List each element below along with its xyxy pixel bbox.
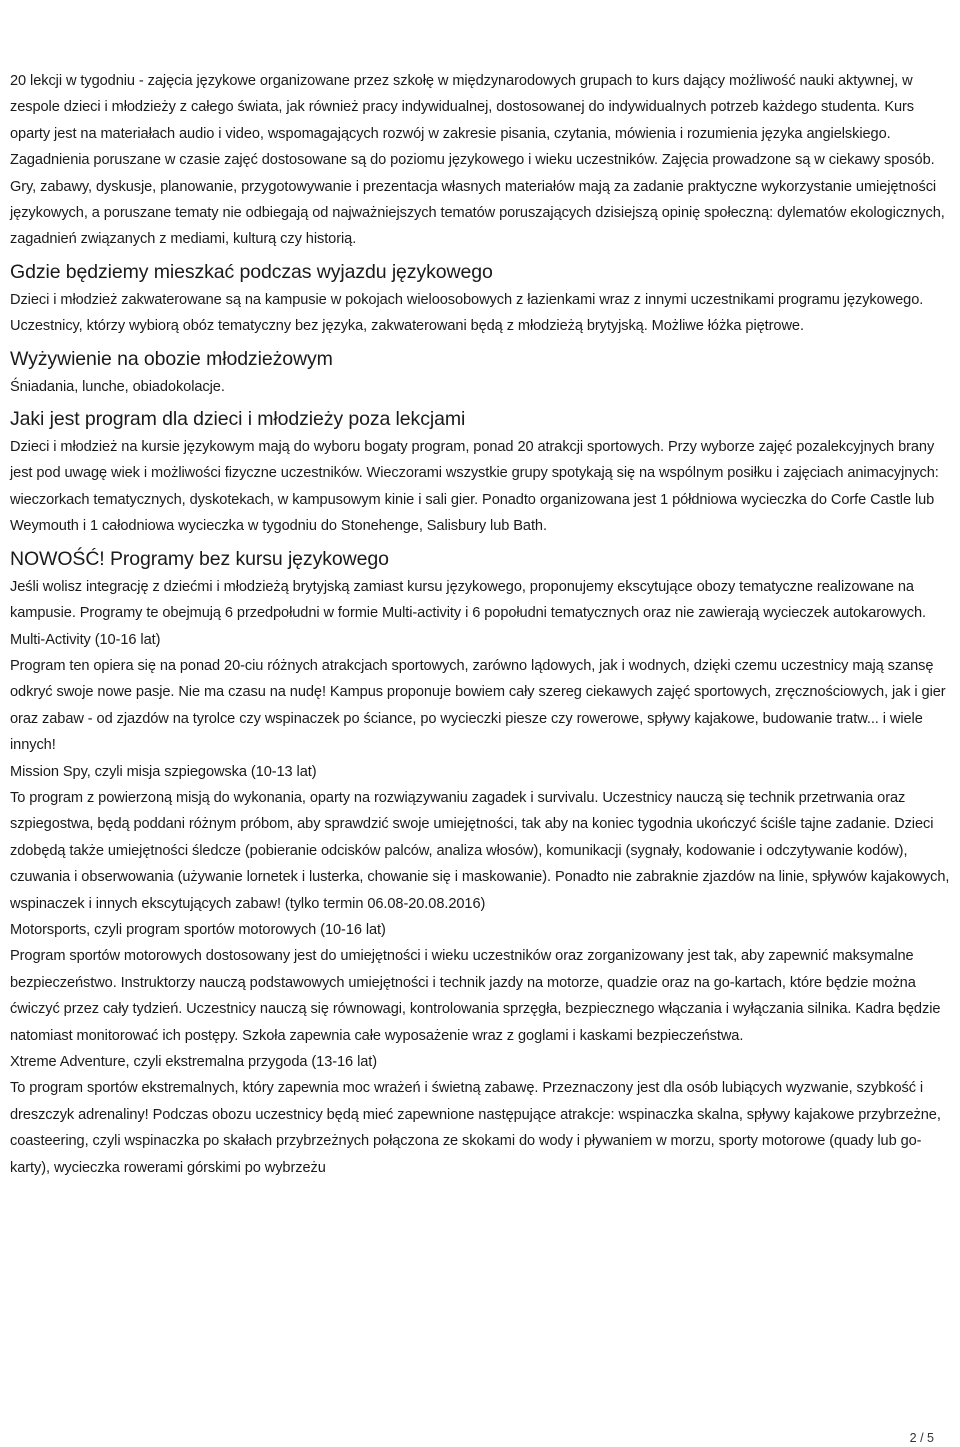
meals-paragraph: Śniadania, lunche, obiadokolacje.: [10, 378, 225, 395]
program-text-motorsports: Program sportów motorowych dostosowany jest do umiejętności i wieku uczestników oraz zorganizowany jest tak, aby zapewnić maksymalne bezpieczeństwo. Instruktorzy nauczą podstawowych umiejętności i technik jazdy na motorze, quadzie oraz na go-kartach, które będzie można ćwiczyć przez cały tydzień. Uczestnicy nauczą się równowagi, kontrolowania sprzęgła, bezpiecznego włączania i wyłączania silnika. Kadra będzie natomiast monitorować ich postępy. Szkoła zapewnia całe wyposażenie wraz z goglami i kaskami bezpieczeństwa.: [10, 948, 941, 1044]
program-title-multi-activity: Multi-Activity (10-16 lat): [10, 631, 161, 648]
accommodation-paragraph: Dzieci i młodzież zakwaterowane są na kampusie w pokojach wieloosobowych z łazienkami wraz z innymi uczestnikami programu językowego. Uczestnicy, którzy wybiorą obóz tematyczny bez języka, zakwaterowani będą z młodzieżą brytyjską. Możliwe łóżka piętrowe.: [10, 291, 924, 335]
document-body: [10, 68, 952, 1181]
heading-accommodation: Gdzie będziemy mieszkać podczas wyjazdu językowego: [10, 260, 493, 283]
page-number: 2 / 5: [909, 1431, 934, 1445]
intro-paragraph: 20 lekcji w tygodniu - zajęcia językowe organizowane przez szkołę w międzynarodowych grupach to kurs dający możliwość nauki aktywnej, w zespole dzieci i młodzieży z całego świata, jak również pracy indywidualnej, dostosowanej do indywidualnych potrzeb każdego studenta. Kurs oparty jest na materiałach audio i video, wspomagających rozwój w zakresie pisania, czytania, mówienia i rozumienia języka angielskiego. Zagadnienia poruszane w czasie zajęć dostosowane są do poziomu językowego i wieku uczestników. Zajęcia prowadzone są w ciekawy sposób. Gry, zabawy, dyskusje, planowanie, przygotowywanie i prezentacja własnych materiałów mają za zadanie praktyczne wykorzystanie umiejętności językowych, a poruszane tematy nie odbiegają od najważniejszych tematów poruszających dzisiejszą opinię społeczną: dylematów ekologicznych, zagadnień związanych z mediami, kulturą czy historią.: [10, 73, 945, 248]
heading-meals: Wyżywienie na obozie młodzieżowym: [10, 347, 333, 370]
program-text-mission-spy: To program z powierzoną misją do wykonania, oparty na rozwiązywaniu zagadek i survivalu. Uczestnicy nauczą się technik przetrwania oraz szpiegostwa, będą poddani różnym próbom, aby sprawdzić swoje umiejętności, tak aby na koniec tygodnia ukończyć ściśle tajne zadanie. Dzieci zdobędą także umiejętności śledcze (pobieranie odcisków palców, analiza włosów), komunikacji (sygnały, kodowanie i odczytywanie kodów), czuwania i obserwowania (używanie lornetek i lusterka, chowanie się i maskowanie). Ponadto nie zabraknie zjazdów na linie, spływów kajakowych, wspinaczek i innych ekscytujących zabaw! (tylko termin 06.08-20.08.2016): [10, 789, 950, 912]
activities-paragraph: Dzieci i młodzież na kursie językowym mają do wyboru bogaty program, ponad 20 atrakcji sportowych. Przy wyborze zajęć pozalekcyjnych brany jest pod uwagę wiek i możliwości fizyczne uczestników. Wieczorami wszystkie grupy spotykają się na wspólnym posiłku i zajęciach animacyjnych: wieczorkach tematycznych, dyskotekach, w kampusowym kinie i sali gier. Ponadto organizowana jest 1 półdniowa wycieczka do Corfe Castle lub Weymouth i 1 całodniowa wycieczka w tygodniu do Stonehenge, Salisbury lub Bath.: [10, 439, 939, 535]
program-text-xtreme-adventure: To program sportów ekstremalnych, który zapewnia moc wrażeń i świetną zabawę. Przeznaczony jest dla osób lubiących wyzwanie, szybkość i dreszczyk adrenaliny! Podczas obozu uczestnicy będą mieć zapewnione następujące atrakcje: wspinaczka skalna, spływy kajakowe przybrzeżne, coasteering, czyli wspinaczka po skałach przybrzeżnych połączona ze skokami do wody i pływaniem w morzu, sporty motorowe (quady lub go-karty), wycieczka rowerami górskimi po wybrzeżu: [10, 1080, 941, 1176]
heading-activities: Jaki jest program dla dzieci i młodzieży poza lekcjami: [10, 408, 466, 431]
program-title-motorsports: Motorsports, czyli program sportów motorowych (10-16 lat): [10, 921, 386, 938]
new-programs-paragraph: Jeśli wolisz integrację z dziećmi i młodzieżą brytyjską zamiast kursu językowego, proponujemy ekscytujące obozy tematyczne realizowane na kampusie. Programy te obejmują 6 przedpołudni w formie Multi-activity i 6 popołudni tematycznych oraz nie zawierają wycieczek autokarowych.: [10, 578, 926, 622]
program-text-multi-activity: Program ten opiera się na ponad 20-ciu różnych atrakcjach sportowych, zarówno lądowych, jak i wodnych, dzięki czemu uczestnicy mają szansę odkryć swoje nowe pasje. Nie ma czasu na nudę! Kampus proponuje bowiem cały szereg ciekawych zajęć sportowych, zręcznościowych, jak i gier oraz zabaw - od zjazdów na tyrolce czy wspinaczek po ściance, po wycieczki piesze czy rowerowe, spływy kajakowe, budowanie tratw... i wiele innych!: [10, 657, 946, 754]
program-title-mission-spy: Mission Spy, czyli misja szpiegowska (10-13 lat): [10, 763, 317, 780]
heading-new-programs: NOWOŚĆ! Programy bez kursu językowego: [10, 547, 389, 570]
program-title-xtreme-adventure: Xtreme Adventure, czyli ekstremalna przygoda (13-16 lat): [10, 1054, 378, 1070]
